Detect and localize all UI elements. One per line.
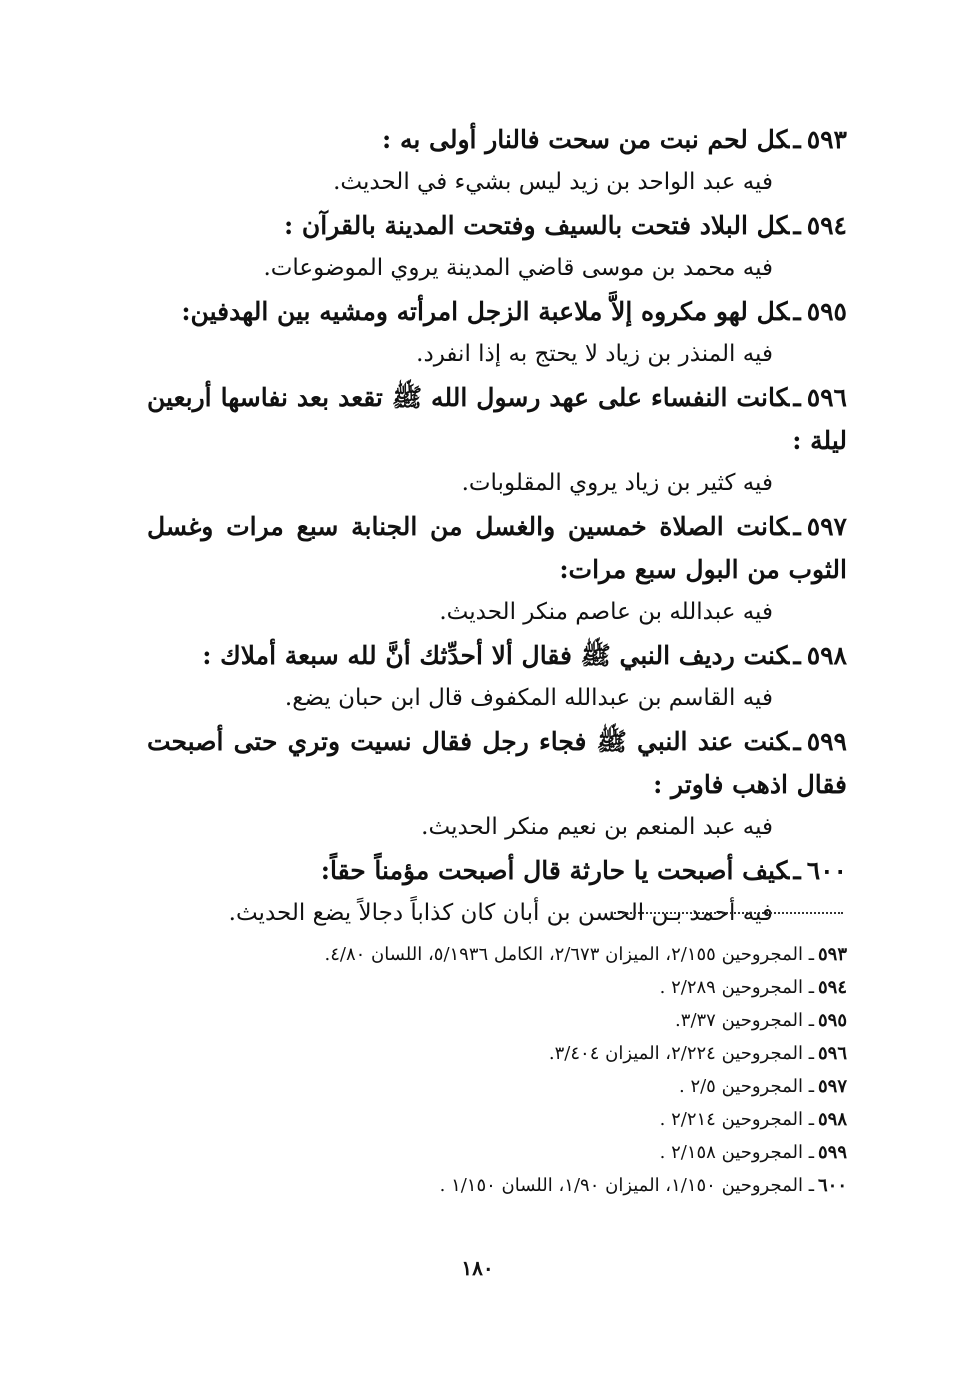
- entry-number: ٦٠٠: [806, 856, 847, 885]
- footnote-number: ٥٩٥: [817, 1010, 847, 1031]
- entry-title: [147, 720, 847, 806]
- entry-note: فيه كثير بن زياد يروي المقلوبات.: [461, 470, 773, 496]
- entry-597: [147, 505, 847, 634]
- entry-number: ٥٩٥: [806, 297, 847, 326]
- entry-dash: ـ: [793, 211, 801, 240]
- entry-note: فيه أحمد بـن الحسن بن أبان كان كذاباً دجالاً يضع الحديث.: [228, 900, 773, 926]
- footnote-text: ـ المجروحين ٢/٥ .: [679, 1076, 814, 1097]
- footnote-text: ـ المجروحين ٢/١٥٨ .: [659, 1142, 814, 1163]
- entry-dash: ـ: [793, 383, 801, 412]
- entry-note: فيه عبد الواحد بن زيد ليس بشيء في الحديث.: [333, 169, 773, 195]
- entry-title-text: كل البلاد فتحت بالسيف وفتحت المدينة بالقرآن :: [283, 211, 790, 240]
- footnote: [147, 1037, 847, 1070]
- entry-dash: ـ: [793, 125, 801, 154]
- footnote-text: ـ المجروحين ٢/٢٨٩ .: [659, 977, 814, 998]
- footnotes: [147, 938, 847, 1202]
- entry-note: فيه عبد المنعم بن نعيم منكر الحديث.: [421, 814, 773, 840]
- entry-note: فيه المنذر بن زياد لا يحتج به إذا انفرد.: [416, 341, 773, 367]
- entry-dash: ـ: [793, 297, 801, 326]
- footnote-text: ـ المجروحين ١/١٥٠، الميزان ١/٩٠، اللسان ١/١٥٠ .: [439, 1175, 814, 1196]
- entry-title-text: كنت عند النبي ﷺ فجاء رجل فقال نسيت وتري حتى أصبحت فقال اذهب فاوتر :: [147, 727, 847, 799]
- entry-number: ٥٩٤: [806, 211, 847, 240]
- footnote-number: ٦٠٠: [817, 1175, 847, 1196]
- entry-title: [147, 376, 847, 462]
- entry-title: [147, 290, 847, 333]
- footnote: [147, 1136, 847, 1169]
- entry-title: [147, 634, 847, 677]
- footnote: [147, 1070, 847, 1103]
- entry-number: ٥٩٦: [806, 383, 847, 412]
- footnote: [147, 1004, 847, 1037]
- entry-note: فيه محمد بن موسى قاضي المدينة يروي الموضوعات.: [263, 255, 773, 281]
- footnote-number: ٥٩٧: [817, 1076, 847, 1097]
- footnote: [147, 938, 847, 971]
- footnote-number: ٥٩٨: [817, 1109, 847, 1130]
- footnote-number: ٥٩٣: [817, 944, 847, 965]
- entry-number: ٥٩٣: [806, 125, 847, 154]
- entry-dash: ـ: [793, 641, 801, 670]
- entry-title-text: كانت النفساء على عهد رسول الله ﷺ تقعد بعد نفاسها أربعين ليلة :: [147, 383, 847, 455]
- entry-593: [147, 118, 847, 204]
- entry-599: [147, 720, 847, 849]
- entry-number: ٥٩٩: [806, 727, 847, 756]
- entry-600: [147, 849, 847, 935]
- main-text: [147, 118, 847, 935]
- entry-title-text: كيف أصبحت يا حارثة قال أصبحت مؤمناً حقاً:: [320, 856, 790, 885]
- footnote: [147, 1169, 847, 1202]
- footnote-number: ٥٩٩: [817, 1142, 847, 1163]
- entry-598: [147, 634, 847, 720]
- entry-title-text: كانت الصلاة خمسين والغسل من الجنابة سبع مرات وغسل الثوب من البول سبع مرات:: [147, 512, 847, 584]
- entry-dash: ـ: [793, 856, 801, 885]
- footnote: [147, 1103, 847, 1136]
- entry-title-text: كنت رديف النبي ﷺ فقال ألا أحدِّثك أنَّ لله سبعة أملاك :: [202, 641, 790, 670]
- footnote-number: ٥٩٦: [817, 1043, 847, 1064]
- footnote-text: ـ المجروحين ٢/٢١٤ .: [659, 1109, 814, 1130]
- entry-number: ٥٩٨: [806, 641, 847, 670]
- entry-number: ٥٩٧: [806, 512, 847, 541]
- entry-title: [147, 849, 847, 892]
- entry-note: فيه عبدالله بن عاصم منكر الحديث.: [439, 599, 773, 625]
- page-number: ١٨٠: [461, 1256, 494, 1280]
- entry-title-text: كل لهو مكروه إلاَّ ملاعبة الزجل امرأته ومشيه بين الهدفين:: [181, 297, 790, 326]
- footnote-number: ٥٩٤: [817, 977, 847, 998]
- entry-dash: ـ: [793, 727, 801, 756]
- entry-title-text: كل لحم نبت من سحت فالنار أولى به :: [382, 125, 790, 154]
- entry-note: فيه القاسم بن عبدالله المكفوف قال ابن حبان يضع.: [284, 685, 773, 711]
- entry-title: [147, 118, 847, 161]
- footnote-text: ـ المجروحين ٢/١٥٥، الميزان ٢/٦٧٣، الكامل ٥/١٩٣٦، اللسان ٤/٨٠.: [324, 944, 814, 965]
- entry-595: [147, 290, 847, 376]
- footnote-text: ـ المجروحين ٣/٣٧.: [675, 1010, 814, 1031]
- entry-596: [147, 376, 847, 505]
- footnote-divider: [611, 912, 843, 914]
- footnote: [147, 971, 847, 1004]
- entry-594: [147, 204, 847, 290]
- entry-title: [147, 204, 847, 247]
- footnote-text: ـ المجروحين ٢/٢٢٤، الميزان ٣/٤٠٤.: [548, 1043, 814, 1064]
- entry-dash: ـ: [793, 512, 801, 541]
- entry-title: [147, 505, 847, 591]
